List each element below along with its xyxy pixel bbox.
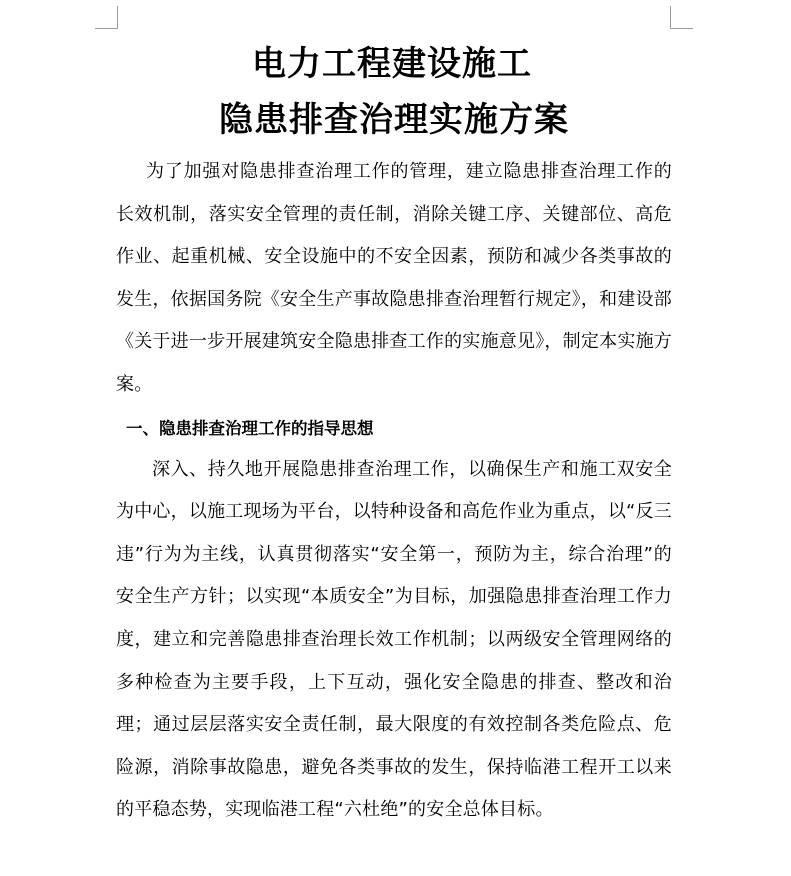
crop-mark-top-left	[95, 6, 118, 29]
intro-paragraph: 为了加强对隐患排查治理工作的管理，建立隐患排查治理工作的长效机制，落实安全管理的责任制，消除关键工序、关键部位、高危作业、起重机械、安全设施中的不安全因素，预防和减少各类事故的发生，依据国务院《安全生产事故隐患排查治理暂行规定》，和建设部《关于进一步开展建筑安全隐患排查工作的实施意见》，制定本实施方案。	[116, 161, 672, 395]
section-1-paragraph: 深入、持久地开展隐患排查治理工作，以确保生产和施工双安全为中心，以施工现场为平台，以特种设备和高危作业为重点，以“反三违”行为为主线，认真贯彻落实“安全第一，预防为主，综合治理”的安全生产方针；以实现“本质安全”为目标，加强隐患排查治理工作力度，建立和完善隐患排查治理长效工作机制；以两级安全管理网络的多种检查为主要手段，上下互动，强化安全隐患的排查、整改和治理；通过层层落实安全责任制，最大限度的有效控制各类危险点、危险源，消除事故隐患，避免各类事故的发生，保持临港工程开工以来的平稳态势，实现临港工程“六杜绝”的安全总体目标。	[116, 458, 672, 821]
document-body	[116, 36, 672, 832]
document-title-line-2: 隐患排查治理实施方案	[219, 100, 569, 140]
crop-mark-top-right	[670, 6, 693, 29]
section-heading-1: 一、隐患排查治理工作的指导思想	[126, 418, 374, 438]
document-title-line-1: 电力工程建设施工	[252, 44, 532, 84]
